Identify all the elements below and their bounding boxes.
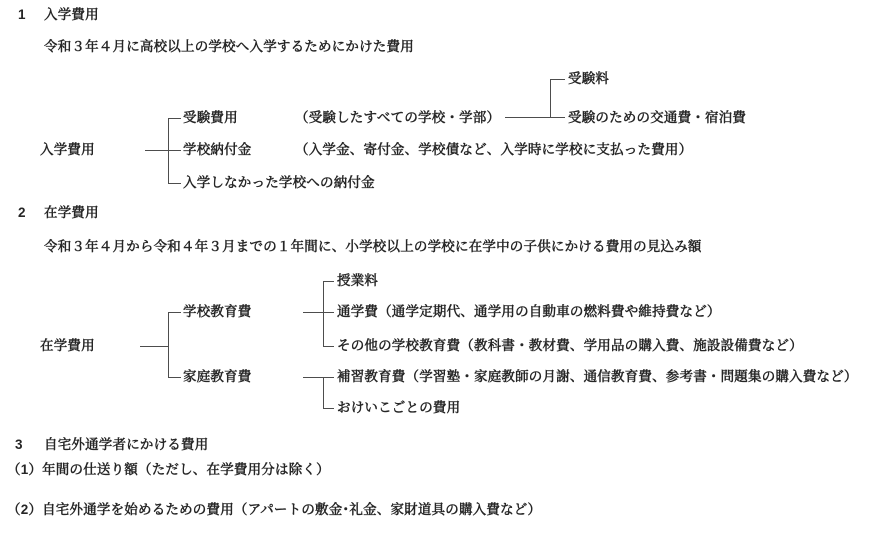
tree1-root-label: 入学費用 <box>40 142 95 157</box>
tree1-child-label: 学校納付金 <box>183 142 252 157</box>
section3-number: 3 <box>15 437 23 452</box>
tree2-tick-line <box>168 312 181 313</box>
tree2-leaf-label: 通学費（通学定期代、通学用の自動車の燃料費や維持費など） <box>337 304 721 319</box>
tree1-spine-line <box>168 118 169 184</box>
exam-subtree-tick-line <box>550 79 565 80</box>
exam-subtree-spine-line <box>550 79 551 118</box>
home-subtree-spine-line <box>323 377 324 408</box>
tree2-leaf-label: おけいこごとの費用 <box>337 400 461 415</box>
section2-title: 在学費用 <box>44 205 99 220</box>
section3-item: （1）年間の仕送り額（ただし、在学費用分は除く） <box>7 462 330 477</box>
section1-description: 令和３年４月に高校以上の学校へ入学するためにかけた費用 <box>44 39 414 54</box>
section1-number: 1 <box>18 7 26 22</box>
school-subtree-tick-line <box>323 281 334 282</box>
exam-subtree-item: 受験料 <box>568 71 610 86</box>
section2-number: 2 <box>18 205 26 220</box>
tree1-tick-line <box>168 183 181 184</box>
home-subtree-tick-line <box>323 408 334 409</box>
school-subtree-spine-line <box>323 281 324 347</box>
tree2-tick-line <box>168 377 181 378</box>
school-subtree-entry-line <box>303 312 334 313</box>
tree1-child-label: 受験費用 <box>183 110 238 125</box>
tree2-branch-label: 家庭教育費 <box>183 369 252 384</box>
tree2-leaf-label: 補習教育費（学習塾・家庭教師の月謝、通信教育費、参考書・問題集の購入費など） <box>337 369 858 384</box>
tree1-child-note: （受験したすべての学校・学部） <box>295 110 501 125</box>
tree2-spine-line <box>168 312 169 378</box>
section2-description: 令和３年４月から令和４年３月までの１年間に、小学校以上の学校に在学中の子供にかける費用の見込み額 <box>44 239 702 254</box>
home-subtree-entry-line <box>303 377 334 378</box>
school-subtree-tick-line <box>323 346 334 347</box>
tree2-branch-label: 学校教育費 <box>183 304 252 319</box>
tree2-leaf-label: その他の学校教育費（教科書・教材費、学用品の購入費、施設設備費など） <box>337 338 803 353</box>
tree2-root-label: 在学費用 <box>40 338 95 353</box>
section3-title: 自宅外通学者にかける費用 <box>44 437 209 452</box>
section1-title: 入学費用 <box>44 7 99 22</box>
tree1-tick-line <box>168 118 181 119</box>
section3-item: （2）自宅外通学を始めるための費用（アパートの敷金･礼金、家財道具の購入費など） <box>7 502 542 517</box>
exam-subtree-entry-line <box>505 117 565 118</box>
tree2-entry-line <box>140 346 168 347</box>
exam-subtree-item: 受験のための交通費・宿泊費 <box>568 110 747 125</box>
tree1-child-label: 入学しなかった学校への納付金 <box>183 175 375 190</box>
tree1-entry-line <box>145 150 168 151</box>
tree1-tick-line <box>168 150 181 151</box>
tree2-leaf-label: 授業料 <box>337 273 379 288</box>
tree1-child-note: （入学金、寄付金、学校債など、入学時に学校に支払った費用） <box>295 142 693 157</box>
